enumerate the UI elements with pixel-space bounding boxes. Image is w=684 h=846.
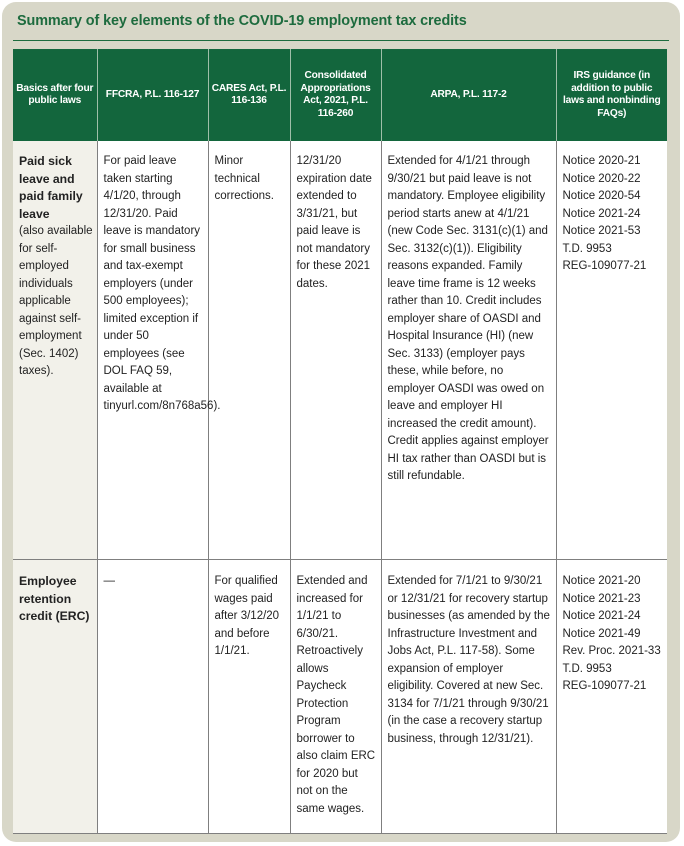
col-header-cares: CARES Act, P.L. 116-136 bbox=[208, 49, 290, 141]
irs-guidance-item: REG-109077-21 bbox=[562, 680, 647, 692]
caa-cell: 12/31/20 expiration date extended to 3/31/21, but paid leave is not mandatory for these 2021 dates. bbox=[290, 141, 381, 560]
irs-cell bbox=[556, 560, 667, 834]
summary-panel bbox=[2, 2, 680, 842]
col-header-ffcra: FFCRA, P.L. 116-127 bbox=[97, 49, 208, 141]
ffcra-cell: For paid leave taken starting 4/1/20, through 12/31/20. Paid leave is mandatory for small business and tax-exempt employers (under 500 employees); limited exception if under 50 employees (see DOL FAQ 59, available at tinyurl.com/8n768a56). bbox=[97, 141, 208, 560]
col-header-irs: IRS guidance (in addition to public laws and nonbinding FAQs) bbox=[556, 49, 667, 141]
col-header-caa: Consolidated Appropriations Act, 2021, P.L. 116-260 bbox=[290, 49, 381, 141]
arpa-cell: Extended for 7/1/21 to 9/30/21 or 12/31/21 for recovery startup businesses (as amended by the Infrastructure Investment and Jobs Act, P.L. 117-58). Some expansion of employer eligibility. Covered at new Sec. 3134 for 7/1/21 through 9/30/21 (in the case a recovery startup business, through 12/31/21). bbox=[381, 560, 556, 834]
panel-title: Summary of key elements of the COVID-19 employment tax credits bbox=[13, 2, 669, 41]
table-header-row bbox=[13, 49, 667, 141]
row-heading-cell bbox=[13, 141, 97, 560]
irs-guidance-item: Notice 2021-49 bbox=[562, 627, 641, 640]
col-header-basics: Basics after four public laws bbox=[13, 49, 97, 141]
irs-guidance-item: Rev. Proc. 2021-33 bbox=[562, 645, 661, 657]
irs-guidance-item: Notice 2021-23 bbox=[562, 592, 641, 605]
arpa-cell: Extended for 4/1/21 through 9/30/21 but paid leave is not mandatory. Employee eligibility period starts anew at 4/1/21 (new Code Sec. 3131(c)(1) and Sec. 3132(c)(1)). Eligibility reasons expanded. Family leave time frame is 12 weeks rather than 10. Credit includes employer share of OASDI and Hospital Insurance (HI) (new Sec. 3133) (employer pays these, while before, no employer OASDI was owed on leave and employer HI increased the credit amount). Credit applies against employer HI tax rather than OASDI but is still refundable. bbox=[381, 141, 556, 560]
irs-guidance-item: Notice 2021-53 bbox=[562, 225, 641, 237]
caa-cell: Extended and increased for 1/1/21 to 6/30/21. Retroactively allows Paycheck Protection Program borrower to also claim ERC for 2020 but not on the same wages. bbox=[290, 560, 381, 834]
irs-guidance-item: Notice 2020-21 bbox=[562, 155, 641, 167]
ffcra-cell: — bbox=[97, 560, 208, 834]
irs-guidance-item: REG-109077-21 bbox=[562, 260, 647, 272]
row-subheading: (also available for self-employed individuals applicable against self-employment (Sec. 1402) taxes). bbox=[19, 225, 93, 377]
cares-cell: Minor technical corrections. bbox=[208, 141, 290, 560]
table-row bbox=[13, 560, 667, 834]
row-heading: Employee retention credit (ERC) bbox=[19, 574, 90, 623]
cares-cell: For qualified wages paid after 3/12/20 and before 1/1/21. bbox=[208, 560, 290, 834]
irs-guidance-item: T.D. 9953 bbox=[562, 662, 612, 675]
irs-guidance-item: Notice 2021-24 bbox=[562, 207, 641, 220]
irs-guidance-item: Notice 2021-20 bbox=[562, 575, 641, 587]
table-row bbox=[13, 141, 667, 560]
row-heading: Paid sick leave and paid family leave bbox=[19, 154, 83, 221]
irs-guidance-item: Notice 2020-22 bbox=[562, 172, 641, 185]
irs-guidance-item: Notice 2020-54 bbox=[562, 190, 641, 202]
col-header-arpa: ARPA, P.L. 117-2 bbox=[381, 49, 556, 141]
irs-guidance-item: T.D. 9953 bbox=[562, 242, 612, 255]
row-heading-cell bbox=[13, 560, 97, 834]
irs-cell bbox=[556, 141, 667, 560]
irs-guidance-item: Notice 2021-24 bbox=[562, 610, 641, 622]
credits-table bbox=[13, 49, 667, 834]
